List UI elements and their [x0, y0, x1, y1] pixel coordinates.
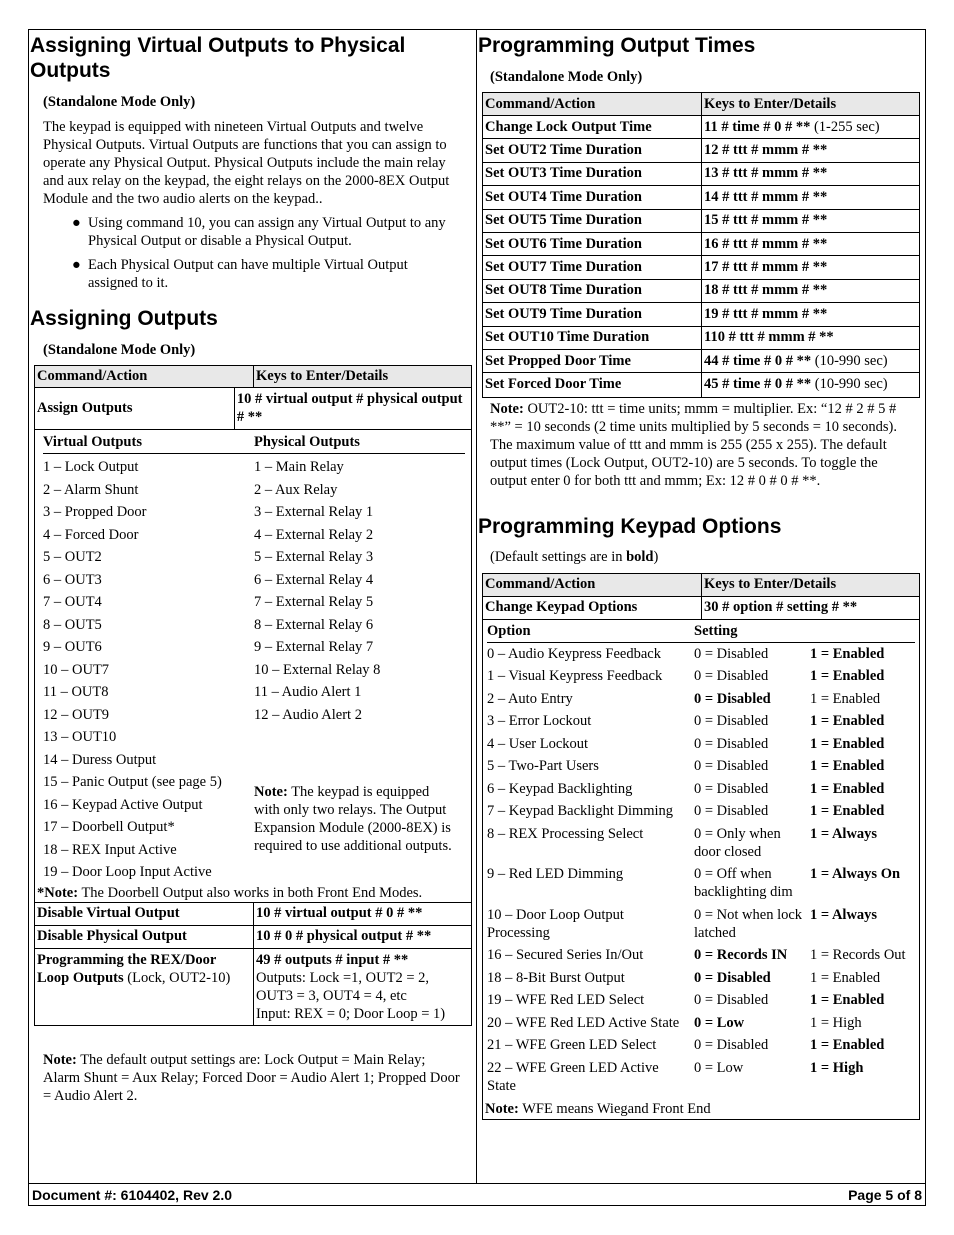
output-times-subtitle: (Standalone Mode Only) [490, 69, 643, 85]
keypad-options-title: Programming Keypad Options [478, 514, 782, 538]
keys-cell: 18 # ttt # mmm # ** [704, 282, 828, 299]
command-cell: Set OUT4 Time Duration [483, 186, 702, 208]
keys-cell: 15 # ttt # mmm # ** [704, 212, 828, 229]
table-row [483, 350, 919, 373]
keys-cell: 12 # ttt # mmm # ** [704, 142, 828, 159]
table-header-row [483, 93, 919, 116]
bullet-item: ● Each Physical Output can have multiple Virtual Output assigned to it. [72, 257, 408, 291]
page-number: Page 5 of 8 [848, 1187, 922, 1203]
option-row [483, 946, 919, 964]
option-label: 8 – REX Processing Select [487, 825, 644, 842]
outputs-block [35, 430, 471, 903]
option-row [483, 865, 919, 901]
table-header-row [35, 366, 471, 388]
bullet-item: ● Using command 10, you can assign any Virtual Output to any Physical Output or disable a Physical Output. [72, 215, 446, 249]
table-row [483, 233, 919, 256]
virtual-output-item: 9 – OUT6 [43, 639, 102, 655]
command-cell: Set Propped Door Time [483, 350, 702, 372]
virtual-output-item: 8 – OUT5 [43, 616, 102, 633]
doorbell-note: *Note: The Doorbell Output also works in both Front End Modes. [37, 884, 423, 901]
setting-0: 0 = Disabled [694, 668, 769, 685]
virtual-output-item: 12 – OUT9 [43, 706, 110, 723]
setting-0: 0 = Low [694, 1059, 744, 1076]
option-label: 1 – Visual Keypress Feedback [487, 668, 663, 685]
setting-1: 1 = Enabled [810, 780, 885, 797]
setting-0: 0 = Disabled [694, 645, 769, 662]
option-label: 5 – Two-Part Users [487, 758, 599, 775]
keys-cell: 110 # ttt # mmm # ** [704, 329, 834, 346]
table-row: Disable Physical Output 10 # 0 # physical output # ** [35, 926, 471, 949]
header-command: Command/Action [483, 93, 702, 115]
physical-output-item: 8 – External Relay 6 [254, 616, 374, 633]
header-keys: Keys to Enter/Details [256, 368, 389, 384]
command-cell: Set Forced Door Time [483, 373, 702, 396]
option-row [483, 712, 919, 730]
option-label: 9 – Red LED Dimming [487, 866, 624, 883]
bullet-icon: ● [72, 257, 81, 273]
physical-note: Note: The keypad is equipped with only two relays. The Output Expansion Module (2000-8EX) is required to use additional outputs. [254, 784, 452, 854]
default-output-note: Note: The default output settings are: Lock Output = Main Relay; Alarm Shunt = Aux Relay; Forced Door = Audio Alert 1; Propped Door = Audio Alert 2. [43, 1051, 460, 1104]
output-times-rows [483, 116, 919, 397]
column-divider [476, 29, 477, 1183]
header-command: Command/Action [35, 366, 254, 387]
setting-0: 0 = Disabled [694, 758, 769, 775]
table-row: Assign Outputs 10 # virtual output # physical output # ** [35, 388, 471, 430]
setting-0: 0 = Records IN [694, 947, 788, 964]
physical-output-item: 12 – Audio Alert 2 [254, 706, 362, 723]
virtual-output-item: 2 – Alarm Shunt [43, 481, 139, 498]
physical-output-item: 3 – External Relay 1 [254, 504, 374, 520]
physical-output-item: 1 – Main Relay [254, 459, 344, 475]
physical-output-item: 7 – External Relay 5 [254, 594, 374, 610]
output-times-note: Note: OUT2-10: ttt = time units; mmm = multiplier. Ex: “12 # 2 # 5 # **” = 10 seconds (2 time units multiplied by 5 seconds = 10 seconds). The maximum value of ttt and mmm is 255 (255 x 255). The default output times (Lock Output, OUT2-10) are 5 seconds. To toggle the output enter 0 for both ttt and mmm; Ex: 12 # 0 # 0 # **. [490, 400, 897, 489]
assign-table [34, 365, 472, 1026]
table-header-row [483, 574, 919, 597]
virtual-output-item: 3 – Propped Door [43, 504, 147, 520]
virtual-output-item: 7 – OUT4 [43, 594, 102, 610]
bullet-icon: ● [72, 215, 81, 231]
setting-0: 0 = Disabled [694, 969, 771, 986]
assigning-outputs-subtitle: (Standalone Mode Only) [43, 342, 196, 358]
virtual-outputs-body: The keypad is equipped with nineteen Virtual Outputs and twelve Physical Outputs. Virtual Outputs are functions that you can assign to operate any Physical Output. Physical Outputs include the main relay and aux relay on the keypad, the eight relays on the 2000-8EX Output Module and the two audio alerts on the keypad.. [43, 119, 450, 207]
output-times-table [482, 92, 920, 398]
setting-1: 1 = Always [810, 825, 878, 842]
physical-output-item: 2 – Aux Relay [254, 481, 338, 498]
output-times-title: Programming Output Times [478, 34, 756, 57]
document-number: Document #: 6104402, Rev 2.0 [32, 1187, 232, 1203]
setting-0: 0 = Only when door closed [694, 825, 781, 860]
virtual-output-item: 13 – OUT10 [43, 729, 117, 745]
setting-1: 1 = Enabled [810, 969, 881, 986]
virtual-output-item: 5 – OUT2 [43, 549, 102, 565]
assigning-outputs-title: Assigning Outputs [30, 307, 218, 330]
physical-outputs-list [254, 456, 464, 726]
setting-0: 0 = Disabled [694, 735, 769, 752]
table-row [483, 210, 919, 233]
virtual-outputs-title: Assigning Virtual Outputs to Physical Outputs [30, 34, 406, 82]
table-row [483, 327, 919, 350]
keys-cell: 45 # time # 0 # ** (10-990 sec) [704, 376, 888, 393]
option-label: 16 – Secured Series In/Out [487, 947, 644, 964]
option-row [483, 1036, 919, 1054]
virtual-output-item: 14 – Duress Output [43, 751, 157, 768]
table-row [483, 163, 919, 186]
virtual-output-item: 19 – Door Loop Input Active [43, 864, 212, 880]
setting-0: 0 = Disabled [694, 992, 769, 1009]
virtual-output-item: 4 – Forced Door [43, 526, 139, 543]
keys-cell: 19 # ttt # mmm # ** [704, 305, 828, 322]
physical-output-item: 6 – External Relay 4 [254, 571, 374, 588]
option-row [483, 690, 919, 708]
command-cell: Set OUT10 Time Duration [483, 327, 702, 349]
setting-1: 1 = High [810, 1059, 864, 1076]
keys-cell: 17 # ttt # mmm # ** [704, 259, 828, 276]
command-cell: Set OUT6 Time Duration [483, 233, 702, 255]
setting-1: 1 = Enabled [810, 1037, 885, 1054]
setting-0: 0 = Disabled [694, 713, 769, 730]
keys-cell: 14 # ttt # mmm # ** [704, 188, 828, 205]
option-row [483, 735, 919, 753]
option-label: 22 – WFE Green LED Active State [487, 1059, 659, 1094]
setting-1: 1 = Enabled [810, 668, 885, 685]
keypad-options-rows [483, 645, 919, 1095]
keys-cell: 16 # ttt # mmm # ** [704, 235, 828, 252]
virtual-output-item: 10 – OUT7 [43, 661, 110, 678]
virtual-bullets [72, 214, 474, 292]
option-row [483, 969, 919, 987]
virtual-outputs-subtitle: (Standalone Mode Only) [43, 94, 196, 110]
setting-0: 0 = Disabled [694, 803, 769, 820]
keypad-options-subtitle: (Default settings are in bold) [490, 548, 659, 565]
virtual-output-item: 11 – OUT8 [43, 684, 109, 700]
setting-1: 1 = Enabled [810, 992, 885, 1009]
option-row [483, 667, 919, 685]
virtual-output-item: 16 – Keypad Active Output [43, 796, 203, 813]
virtual-output-item: 18 – REX Input Active [43, 841, 177, 858]
table-row [483, 116, 919, 139]
setting-0: 0 = Disabled [694, 690, 771, 707]
table-row [483, 280, 919, 303]
virtual-output-item: 15 – Panic Output (see page 5) [43, 774, 222, 790]
page-footer [28, 1183, 926, 1206]
table-row: Programming the REX/Door Loop Outputs (Lock, OUT2-10) 49 # outputs # input # ** Outputs: Lock =1, OUT2 = 2, OUT3 = 3, OUT4 = 4, etc Input: REX = 0; Door Loop = 1) [35, 949, 471, 1025]
physical-output-item: 5 – External Relay 3 [254, 549, 374, 565]
header-keys: Keys to Enter/Details [704, 576, 837, 593]
virtual-output-item: 17 – Doorbell Output* [43, 819, 175, 835]
option-row [483, 906, 919, 942]
option-row [483, 825, 919, 861]
command-cell: Change Lock Output Time [483, 116, 702, 138]
command-cell: Set OUT7 Time Duration [483, 256, 702, 278]
setting-0: 0 = Disabled [694, 780, 769, 797]
setting-1: 1 = Always On [810, 866, 901, 883]
physical-output-item: 9 – External Relay 7 [254, 639, 374, 655]
table-row [483, 373, 919, 396]
keys-cell: 11 # time # 0 # ** (1-255 sec) [704, 118, 880, 135]
table-row [483, 256, 919, 279]
table-row [483, 303, 919, 326]
option-label: 3 – Error Lockout [487, 713, 592, 730]
header-command: Command/Action [483, 574, 702, 596]
keys-cell: 13 # ttt # mmm # ** [704, 165, 828, 182]
option-label: 18 – 8-Bit Burst Output [487, 969, 625, 986]
option-label: 4 – User Lockout [487, 735, 589, 752]
physical-output-item: 4 – External Relay 2 [254, 526, 374, 543]
table-row: Change Keypad Options 30 # option # setting # ** [483, 597, 919, 620]
option-label: 0 – Audio Keypress Feedback [487, 645, 661, 662]
option-label: 20 – WFE Red LED Active State [487, 1014, 680, 1031]
setting-0: 0 = Not when lock latched [694, 906, 803, 941]
command-cell: Set OUT9 Time Duration [483, 303, 702, 325]
setting-1: 1 = Records Out [810, 947, 906, 964]
wfe-note: Note: WFE means Wiegand Front End [485, 1101, 711, 1118]
option-row [483, 802, 919, 820]
table-row [483, 139, 919, 162]
option-row [483, 645, 919, 663]
outputs-header: Virtual Outputs Physical Outputs [43, 434, 465, 454]
option-label: 2 – Auto Entry [487, 690, 573, 707]
setting-1: 1 = Enabled [810, 645, 885, 662]
options-header: Option Setting [487, 623, 915, 643]
command-cell: Set OUT5 Time Duration [483, 210, 702, 232]
physical-output-item: 10 – External Relay 8 [254, 661, 381, 678]
option-row [483, 991, 919, 1009]
setting-1: 1 = Always [810, 906, 878, 923]
command-cell: Set OUT3 Time Duration [483, 163, 702, 185]
setting-1: 1 = Enabled [810, 713, 885, 730]
table-row: Disable Virtual Output 10 # virtual output # 0 # ** [35, 903, 471, 926]
command-cell: Set OUT8 Time Duration [483, 280, 702, 302]
virtual-output-item: 6 – OUT3 [43, 571, 102, 588]
table-row [483, 186, 919, 209]
option-label: 19 – WFE Red LED Select [487, 992, 645, 1009]
left-column [30, 29, 474, 1105]
option-row [483, 757, 919, 775]
setting-1: 1 = Enabled [810, 758, 885, 775]
setting-1: 1 = Enabled [810, 735, 885, 752]
keypad-options-table [482, 573, 920, 1121]
virtual-outputs-list [43, 456, 254, 884]
option-row [483, 780, 919, 798]
setting-1: 1 = High [810, 1014, 862, 1031]
option-row [483, 1014, 919, 1032]
setting-1: 1 = Enabled [810, 690, 881, 707]
right-column [478, 29, 922, 1120]
option-row [483, 1059, 919, 1095]
physical-output-item: 11 – Audio Alert 1 [254, 684, 362, 700]
setting-1: 1 = Enabled [810, 803, 885, 820]
virtual-output-item: 1 – Lock Output [43, 459, 139, 475]
setting-0: 0 = Disabled [694, 1037, 769, 1054]
setting-0: 0 = Low [694, 1014, 745, 1031]
option-label: 7 – Keypad Backlight Dimming [487, 803, 674, 820]
header-keys: Keys to Enter/Details [704, 95, 837, 112]
setting-0: 0 = Off when backlighting dim [694, 866, 793, 901]
keys-cell: 44 # time # 0 # ** (10-990 sec) [704, 352, 888, 369]
option-label: 10 – Door Loop Output Processing [487, 906, 624, 941]
option-label: 21 – WFE Green LED Select [487, 1037, 657, 1054]
command-cell: Set OUT2 Time Duration [483, 139, 702, 161]
option-label: 6 – Keypad Backlighting [487, 780, 633, 797]
